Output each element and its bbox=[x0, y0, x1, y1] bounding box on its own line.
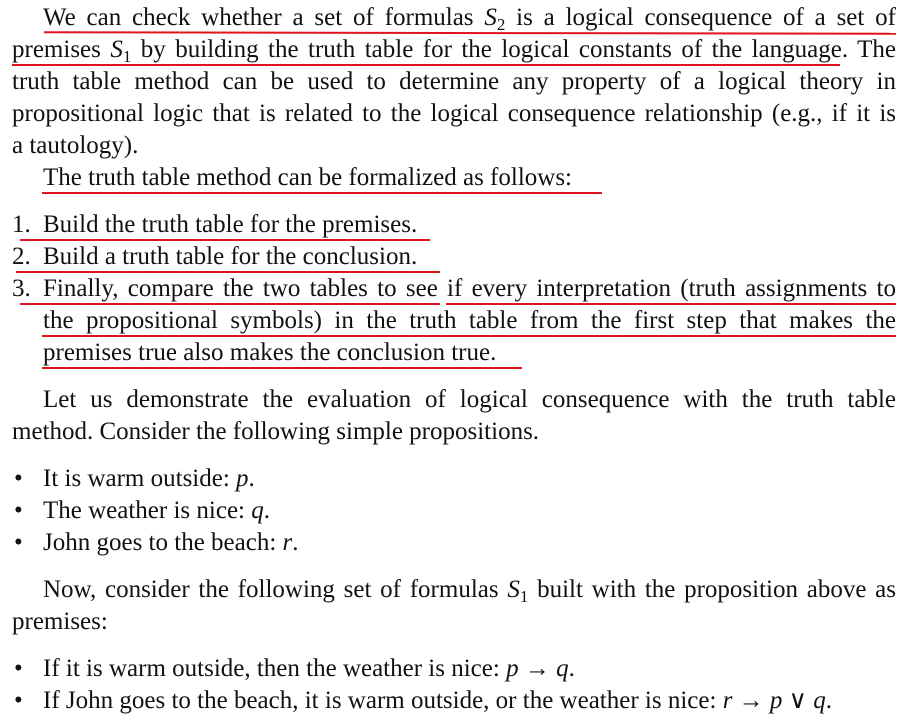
para1-line5: a tautology). bbox=[12, 132, 139, 159]
para1-line1: We can check whether a set of formulas $S_2$ is a logical consequence of a set of bbox=[43, 4, 896, 34]
red-underline bbox=[42, 335, 896, 337]
bullet: • bbox=[14, 497, 23, 524]
step-text: Finally, compare the two tables to see if every interpretation (truth assignments to bbox=[43, 275, 896, 302]
red-underline bbox=[446, 303, 896, 305]
bullet: • bbox=[14, 465, 23, 492]
bullet: • bbox=[14, 529, 23, 556]
step-text: Build the truth table for the premises. bbox=[43, 211, 418, 238]
list-item-proposition-p: • It is warm outside: p. bbox=[12, 463, 896, 495]
red-underline bbox=[42, 367, 522, 369]
red-underline bbox=[20, 303, 440, 305]
list-number: 1. bbox=[12, 211, 31, 238]
list-number: 3. bbox=[12, 275, 31, 302]
step-3-line2: the propositional symbols) in the truth table from the first step that makes the bbox=[43, 307, 896, 334]
list-item-step-3 bbox=[12, 273, 896, 305]
list-item-proposition-q: • The weather is nice: q. bbox=[12, 495, 896, 527]
list-item-proposition-r: • John goes to the beach: r. bbox=[12, 527, 896, 559]
list-item-premise-1: • If it is warm outside, then the weather is nice: p → q. bbox=[12, 653, 896, 685]
step-text: Build a truth table for the conclusion. bbox=[43, 243, 418, 270]
red-underline bbox=[12, 64, 840, 66]
para4-line1: Now, consider the following set of formulas $S_1$ built with the proposition above as bbox=[43, 576, 896, 606]
para1-line3: truth table method can be used to determine any property of a logical theory in bbox=[12, 68, 896, 95]
para4-line2: premises: bbox=[12, 608, 108, 635]
bullet: • bbox=[14, 687, 23, 714]
para3-line1: Let us demonstrate the evaluation of logical consequence with the truth table bbox=[43, 386, 896, 413]
para1-line4: propositional logic that is related to the logical consequence relationship (e.g., if it is bbox=[12, 100, 896, 127]
red-underline bbox=[42, 192, 602, 194]
list-number: 2. bbox=[12, 243, 31, 270]
red-underline bbox=[20, 239, 430, 241]
para2-line: The truth table method can be formalized as follows: bbox=[43, 164, 572, 191]
para1-line2: premises $S_1$ by building the truth table for the logical constants of the language. The bbox=[12, 36, 896, 66]
list-item-premise-2: • If John goes to the beach, it is warm outside, or the weather is nice: r → p ∨ q. bbox=[12, 685, 896, 717]
step-3-line3: premises true also makes the conclusion true. bbox=[43, 339, 497, 366]
para3-line2: method. Consider the following simple propositions. bbox=[12, 418, 540, 445]
bullet: • bbox=[14, 655, 23, 682]
red-underline bbox=[16, 271, 440, 273]
list-item-step-2 bbox=[12, 241, 896, 273]
list-item-step-1 bbox=[12, 209, 896, 241]
